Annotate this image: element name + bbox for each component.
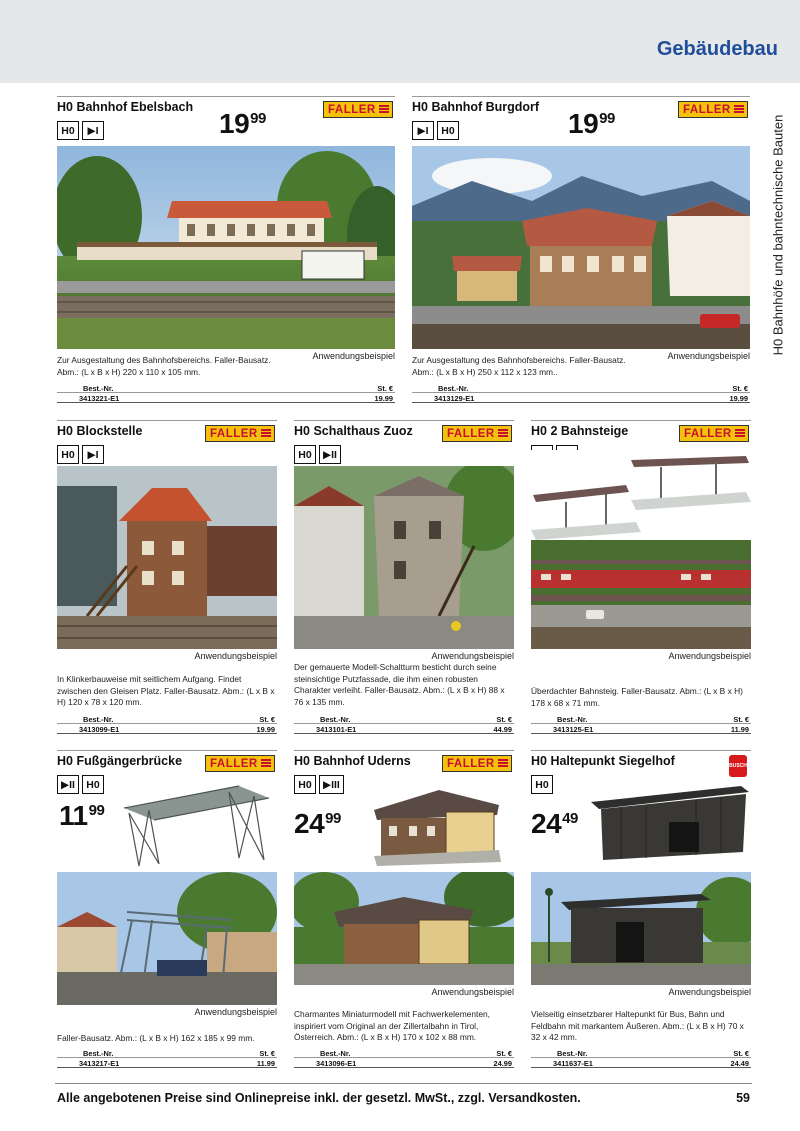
scale-badge: H0 [82,775,104,794]
difficulty-badge: ▶III [319,775,344,794]
order-table: Best.-Nr. St. € 3413096-E1 24.99 [294,1048,514,1068]
brand-logo-faller: FALLER [442,755,512,772]
product-description: Zur Ausgestaltung des Bahnhofsbereichs. Faller-Bausatz. Abm.: (L x B x H) 220 x 110 x 105 mm. [57,355,271,377]
unit-price: 19.99 [256,725,275,734]
price-disclaimer: Alle angebotenen Preise sind Onlinepreise inkl. der gesetzl. MwSt., zzgl. Versandkosten. [57,1091,581,1105]
product-title: H0 Schalthaus Zuoz [294,424,413,438]
product-title: H0 Bahnhof Burgdorf [412,100,540,114]
difficulty-badge: ▶I [82,121,104,140]
usage-note: Anwendungsbeispiel [194,1007,277,1017]
scale-badge: H0 [294,445,316,464]
brand-logo-faller: FALLER [205,425,275,442]
usage-note: Anwendungsbeispiel [668,651,751,661]
unit-price: 11.99 [730,725,749,734]
usage-note: Anwendungsbeispiel [431,651,514,661]
order-number: 3413217-E1 [79,1059,120,1068]
unit-price: 44.99 [493,725,512,734]
price: $19^{99}$ [219,108,266,139]
price: $24^{99}$ [294,808,341,839]
price: $24^{49}$ [531,808,578,839]
brand-logo-faller: FALLER [678,101,748,118]
product-illustration [119,778,277,870]
order-table: Best.-Nr. St. € 3413099-E1 19.99 [57,714,277,734]
brand-logo-faller: FALLER [323,101,393,118]
difficulty-badge: ▶I [82,445,104,464]
product-title: H0 Haltepunkt Siegelhof [531,754,675,768]
price: $19^{99}$ [568,108,615,139]
product-photo [531,540,751,649]
product-title: H0 2 Bahnsteige [531,424,629,438]
usage-note: Anwendungsbeispiel [312,351,395,361]
product-description: Überdachter Bahnsteig. Faller-Bausatz. Abm.: (L x B x H) 178 x 68 x 71 mm. [531,686,743,708]
price: $11^{99}$ [59,800,105,831]
product-description: Charmantes Miniaturmodell mit Fachwerkelementen, inspiriert vom Original an der Zillertalbahn in Tirol, Österreich. Abm.: (L x B x H) 170 x 102 x 88 mm. [294,1009,490,1042]
usage-note: Anwendungsbeispiel [194,651,277,661]
product-description: Zur Ausgestaltung des Bahnhofsbereichs. Faller-Bausatz. Abm.: (L x B x H) 250 x 112 x 123 mm.. [412,355,626,377]
product-photo [57,466,277,649]
order-number: 3413221-E1 [79,394,120,403]
unit-price: 19.99 [729,394,748,403]
scale-badge: H0 [294,775,316,794]
product-illustration [531,450,751,540]
product-photo [57,146,395,349]
product-title: H0 Bahnhof Uderns [294,754,411,768]
product-description: Der gemauerte Modell-Schaltturm besticht durch seine steinsichtige Putzfassade, die ihm einen robusten Charakter verleiht. Faller-Bausatz. Abm.: (L x B x H) 88 x 76 x 135 mm. [294,662,505,707]
product-card-fussgaengerbruecke [57,750,277,1072]
scale-badge: H0 [57,445,79,464]
product-card-schalthaus-zuoz [294,420,514,740]
product-description: Vielseitig einsetzbarer Haltepunkt für Bus, Bahn und Feldbahn mit markantem Äußeren. Abm.: (L x B x H) 70 x 32 x 42 mm. [531,1009,744,1042]
page-number: 59 [736,1091,750,1105]
order-table: Best.-Nr. St. € 3413129-E1 19.99 [412,383,750,403]
product-card-siegelhof [531,750,751,1072]
product-photo [531,872,751,985]
product-photo [412,146,750,349]
order-number: 3413099-E1 [79,725,120,734]
order-number: 3411637-E1 [553,1059,593,1068]
brand-logo-faller: FALLER [679,425,749,442]
unit-price: 11.99 [256,1059,275,1068]
product-illustration [591,784,751,866]
unit-price: 24.49 [730,1059,749,1068]
unit-price: 24.99 [493,1059,512,1068]
product-photo [294,872,514,985]
scale-badge: H0 [57,121,79,140]
product-card-2-bahnsteige [531,420,751,740]
product-photo [294,466,514,649]
product-card-uderns [294,750,514,1072]
order-table: Best.-Nr. St. € 3413221-E1 19.99 [57,383,395,403]
product-title: H0 Fußgängerbrücke [57,754,183,768]
difficulty-badge: ▶II [319,445,341,464]
product-card-ebelsbach [57,96,395,408]
product-photo [57,872,277,1005]
order-number: 3413096-E1 [316,1059,357,1068]
usage-note: Anwendungsbeispiel [668,987,751,997]
product-description: Faller-Bausatz. Abm.: (L x B x H) 162 x 185 x 99 mm. [57,1033,255,1043]
brand-logo-busch: BUSCH [729,755,747,777]
order-number: 3413129-E1 [434,394,475,403]
scale-badge: H0 [531,775,553,794]
usage-note: Anwendungsbeispiel [667,351,750,361]
product-card-burgdorf [412,96,750,408]
product-title: H0 Blockstelle [57,424,143,438]
unit-price: 19.99 [374,394,393,403]
product-title: H0 Bahnhof Ebelsbach [57,100,194,114]
order-table: Best.-Nr. St. € 3413217-E1 11.99 [57,1048,277,1068]
brand-logo-faller: FALLER [442,425,512,442]
product-illustration [369,780,504,870]
order-number: 3413101-E1 [316,725,357,734]
brand-logo-faller: FALLER [205,755,275,772]
difficulty-badge: ▶I [412,121,434,140]
order-table: Best.-Nr. St. € 3413101-E1 44.99 [294,714,514,734]
usage-note: Anwendungsbeispiel [431,987,514,997]
product-description: In Klinkerbauweise mit seitlichem Aufgang. Findet zwischen den Gleisen Platz. Faller-Bausatz. Abm.: (L x B x H) 120 x 78 x 120 mm. [57,674,275,707]
section-side-label: H0 Bahnhöfe und bahntechnische Bauten [770,114,786,355]
product-card-blockstelle [57,420,277,740]
order-number: 3413125-E1 [553,725,594,734]
difficulty-badge: ▶II [57,775,79,794]
order-table: Best.-Nr. St. € 3413125-E1 11.99 [531,714,751,734]
page-title: Gebäudebau [656,38,778,60]
scale-badge: H0 [437,121,459,140]
footer-divider [55,1083,752,1084]
order-table: Best.-Nr. St. € 3411637-E1 24.49 [531,1048,751,1068]
